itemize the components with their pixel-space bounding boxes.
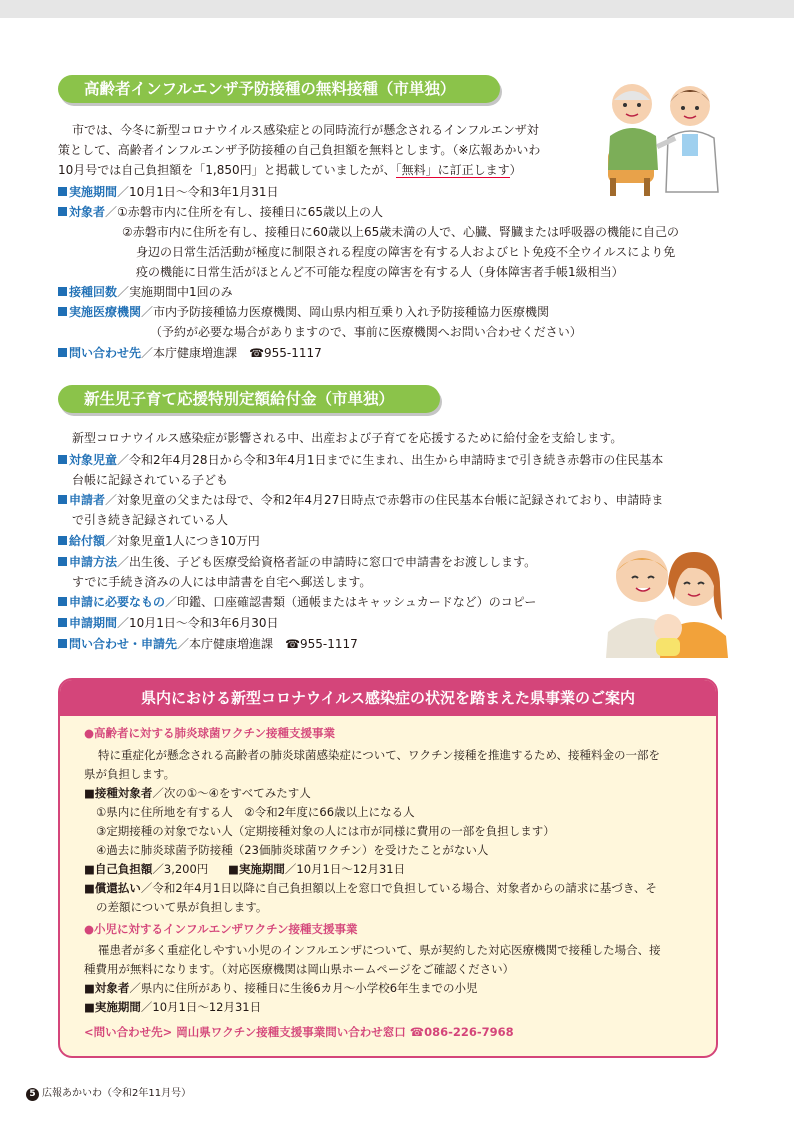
section-heading-flu-vaccine: 高齢者インフルエンザ予防接種の無料接種（市単独） bbox=[58, 75, 500, 103]
flu-target-2a: ②赤磐市内に住所を有し、接種日に60歳以上65歳未満の人で、心臓、腎臓または呼吸器の機能に自己の bbox=[122, 225, 680, 239]
flu-institutions-note: （予約が必要な場合がありますので、事前に医療機関へお問い合わせください） bbox=[150, 325, 582, 339]
pneumococcal-refund-1: ■償還払い／令和2年4月1日以降に自己負担額以上を窓口で負担している場合、対象者からの請求に基づき、そ bbox=[84, 881, 657, 895]
newborn-applicant-2: で引き続き記録されている人 bbox=[72, 513, 229, 527]
pneumococcal-refund-2: の差額について県が負担します。 bbox=[96, 900, 268, 914]
flu-period: 実施期間／10月1日～令和3年1月31日 bbox=[58, 182, 278, 202]
newborn-contact: 問い合わせ・申請先／本庁健康増進課 ☎955-1117 bbox=[58, 634, 358, 654]
pneumococcal-subheading: ●高齢者に対する肺炎球菌ワクチン接種支援事業 bbox=[84, 726, 335, 740]
child-flu-period: ■実施期間／10月1日～12月31日 bbox=[84, 1000, 262, 1014]
flu-target-2b: 身辺の日常生活活動が極度に制限される程度の障害を有する人およびヒト免疫不全ウイルスにより免 bbox=[136, 245, 676, 259]
child-flu-target: ■対象者／県内に住所があり、接種日に生後6カ月～小学校6年生までの小児 bbox=[84, 981, 478, 995]
newborn-needs: 申請に必要なもの／印鑑、口座確認書類（通帳またはキャッシュカードなど）のコピー bbox=[58, 592, 536, 612]
pneumococcal-desc-2: 県が負担します。 bbox=[84, 767, 176, 781]
child-flu-desc-1: 罹患者が多く重症化しやすい小児のインフルエンザについて、県が契約した対応医療機関で接種した場合、接 bbox=[98, 943, 661, 957]
pneumococcal-target: ■接種対象者／次の①～④をすべてみたす人 bbox=[84, 786, 311, 800]
flu-intro-line-1: 市では、今冬に新型コロナウイルス感染症との同時流行が懸念されるインフルエンザ対 bbox=[72, 123, 539, 137]
prefecture-contact: <問い合わせ先> 岡山県ワクチン接種支援事業問い合わせ窓口 ☎086-226-7968 bbox=[84, 1025, 514, 1039]
newborn-applicant: 申請者／対象児童の父または母で、令和2年4月27日時点で赤磐市の住民基本台帳に記録されており、申請時ま bbox=[58, 490, 663, 510]
child-flu-subheading: ●小児に対するインフルエンザワクチン接種支援事業 bbox=[84, 922, 358, 936]
flu-intro-line-3: 10月号では自己負担額を「1,850円」と掲載していましたが、「無料」に訂正します） bbox=[58, 163, 522, 177]
elderly-vaccination-illustration bbox=[598, 74, 730, 198]
phone-icon: ☎ bbox=[285, 637, 301, 651]
flu-target-1: 対象者／①赤磐市内に住所を有し、接種日に65歳以上の人 bbox=[58, 202, 383, 222]
newborn-method: 申請方法／出生後、子ども医療受給資格者証の申請時に窓口で申請書をお渡しします。 bbox=[58, 552, 536, 572]
flu-contact: 問い合わせ先／本庁健康増進課 ☎955-1117 bbox=[58, 343, 322, 363]
correction-note: 「無料」に訂正します bbox=[395, 163, 510, 177]
pneumococcal-desc-1: 特に重症化が懸念される高齢者の肺炎球菌感染症について、ワクチン接種を推進するため、接種料金の一部を bbox=[98, 748, 660, 762]
phone-icon: ☎ bbox=[249, 346, 265, 360]
publication-name: 広報あかいわ（令和2年11月号） bbox=[42, 1088, 192, 1099]
family-illustration bbox=[598, 540, 732, 658]
pneumococcal-cond-4: ④過去に肺炎球菌予防接種（23価肺炎球菌ワクチン）を受けたことがない人 bbox=[96, 843, 489, 857]
pneumococcal-cond-1-2: ①県内に住所地を有する人 ②令和2年度に66歳以上になる人 bbox=[96, 805, 415, 819]
newborn-intro: 新型コロナウイルス感染症が影響される中、出産および子育てを応援するために給付金を支給します。 bbox=[72, 431, 623, 445]
flu-count: 接種回数／実施期間中1回のみ bbox=[58, 282, 233, 302]
phone-icon: ☎ bbox=[409, 1025, 425, 1039]
page-footer bbox=[26, 1087, 191, 1101]
child-flu-desc-2: 種費用が無料になります。（対応医療機関は岡山県ホームページをご確認ください） bbox=[84, 962, 515, 976]
top-bar bbox=[0, 0, 794, 18]
newborn-method-2: すでに手続き済みの人には申請書を自宅へ郵送します。 bbox=[72, 575, 372, 589]
flu-institutions: 実施医療機関／市内予防接種協力医療機関、岡山県内相互乗り入れ予防接種協力医療機関 bbox=[58, 302, 549, 322]
pneumococcal-cond-3: ③定期接種の対象でない人（定期接種対象の人には市が同様に費用の一部を負担します） bbox=[96, 824, 555, 838]
newborn-period: 申請期間／10月1日～令和3年6月30日 bbox=[58, 613, 278, 633]
section-heading-newborn-benefit: 新生児子育て応援特別定額給付金（市単独） bbox=[58, 385, 440, 413]
pneumococcal-period: ■実施期間／10月1日～12月31日 bbox=[228, 862, 406, 876]
pneumococcal-fee: ■自己負担額／3,200円 bbox=[84, 862, 209, 876]
newborn-child: 対象児童／令和2年4月28日から令和3年4月1日までに生まれ、出生から申請時まで引き続き赤磐市の住民基本 bbox=[58, 450, 663, 470]
newborn-child-2: 台帳に記録されている子ども bbox=[72, 473, 229, 487]
flu-intro-line-2: 策として、高齢者インフルエンザ予防接種の自己負担額を無料とします。（※広報あかいわ bbox=[58, 143, 541, 157]
prefecture-info-box bbox=[58, 678, 718, 1058]
prefecture-box-title: 県内における新型コロナウイルス感染症の状況を踏まえた県事業のご案内 bbox=[60, 680, 716, 716]
page-number: 5 bbox=[26, 1088, 39, 1101]
newborn-amount: 給付額／対象児童1人につき10万円 bbox=[58, 531, 260, 551]
flu-target-2c: 疫の機能に日常生活がほとんど不可能な程度の障害を有する人（身体障害者手帳1級相当） bbox=[136, 265, 624, 279]
